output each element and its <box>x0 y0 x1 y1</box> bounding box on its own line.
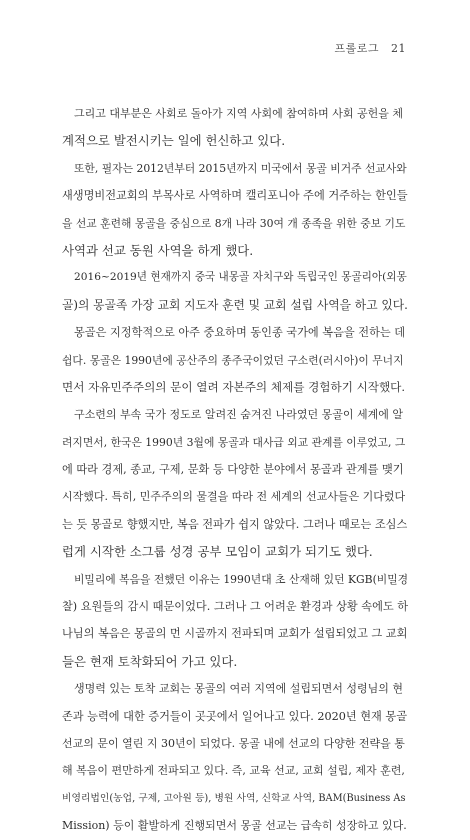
text-line: Mission) 등이 활발하게 진행되면서 몽골 선교는 급속히 성장하고 있다. <box>62 819 407 833</box>
text-line: 비영리법인(농업, 구제, 고아원 등), 병원 사역, 신학교 사역, BAM(Business As <box>62 792 406 804</box>
body-text <box>62 100 408 840</box>
text-line: 사역과 선교 동원 사역을 하게 했다. <box>62 242 254 258</box>
text-line: 골)의 몽골족 가장 교회 지도자 훈련 및 교회 설립 사역을 하고 있다. <box>62 297 408 312</box>
page-number: 21 <box>391 42 406 55</box>
text-line: 찰) 요원들의 감시 때문이었다. 그러나 그 어려운 환경과 상황 속에도 하 <box>62 600 408 614</box>
text-line: 또한, 필자는 2012년부터 2015년까지 미국에서 몽골 비거주 선교사와 <box>74 161 407 175</box>
text-line: 럽게 시작한 소그룹 성경 공부 모임이 교회가 되기도 했다. <box>62 544 373 560</box>
text-line: 나님의 복음은 몽골의 먼 시골까지 전파되며 교회가 설립되었고 그 교회 <box>62 627 408 641</box>
running-header <box>334 40 406 56</box>
text-line: 2016~2019년 현재까지 중국 내몽골 자치구와 독립국인 몽골리아(외몽 <box>74 271 407 284</box>
text-line: 그리고 대부분은 사회로 돌아가 지역 사회에 참여하며 사회 공헌을 체 <box>74 107 403 120</box>
text-line: 몽골은 지정학적으로 아주 중요하며 동인종 국가에 복음을 전하는 데 <box>74 326 406 340</box>
text-line: 해 복음이 편만하게 전파되고 있다. 즉, 교육 선교, 교회 설립, 제자 훈련, <box>62 764 405 778</box>
text-line: 생명력 있는 토착 교회는 몽골의 여러 지역에 설립되면서 성령님의 현 <box>74 682 403 696</box>
text-line: 계적으로 발전시키는 일에 헌신하고 있다. <box>62 133 286 149</box>
text-line: 에 따라 경제, 종교, 구제, 문화 등 다양한 분야에서 몽골과 관계를 맺기 <box>62 463 404 477</box>
text-line: 쉽다. 몽골은 1990년에 공산주의 종주국이었던 구소련(러시아)이 무너지 <box>62 353 404 367</box>
text-line: 면서 자유민주주의의 문이 열려 자본주의 체제를 경험하기 시작했다. <box>62 379 406 394</box>
text-line: 려지면서, 한국은 1990년 3월에 몽골과 대사급 외교 관계를 이루었고, 그 <box>62 435 406 449</box>
text-line: 새생명비전교회의 부목사로 사역하며 캘리포니아 주에 거주하는 한인들 <box>62 189 408 203</box>
text-line: 선교의 문이 열린 지 30년이 되었다. 몽골 내에 선교의 다양한 전략을 통 <box>62 736 405 750</box>
text-line: 는 듯 몽골로 향했지만, 복음 전파가 쉽지 않았다. 그러나 때로는 조심스 <box>62 517 408 531</box>
text-line: 구소련의 부속 국가 정도로 알려진 숨겨진 나라였던 몽골이 세계에 알 <box>74 408 403 422</box>
text-line: 들은 현재 토착화되어 가고 있다. <box>62 653 238 669</box>
text-line: 을 선교 훈련해 몽골을 중심으로 8개 나라 30여 개 종족을 위한 중보 기도 <box>62 216 406 230</box>
text-line: 비밀리에 복음을 전했던 이유는 1990년대 초 산재해 있던 KGB(비밀경 <box>74 572 408 586</box>
text-line: 시작했다. 특히, 민주주의의 물결을 따라 전 세계의 선교사들은 기다렸다 <box>62 490 406 504</box>
text-line: 존과 능력에 대한 증거들이 곳곳에서 일어나고 있다. 2020년 현재 몽골 <box>62 709 408 723</box>
chapter-title: 프롤로그 <box>334 42 379 55</box>
